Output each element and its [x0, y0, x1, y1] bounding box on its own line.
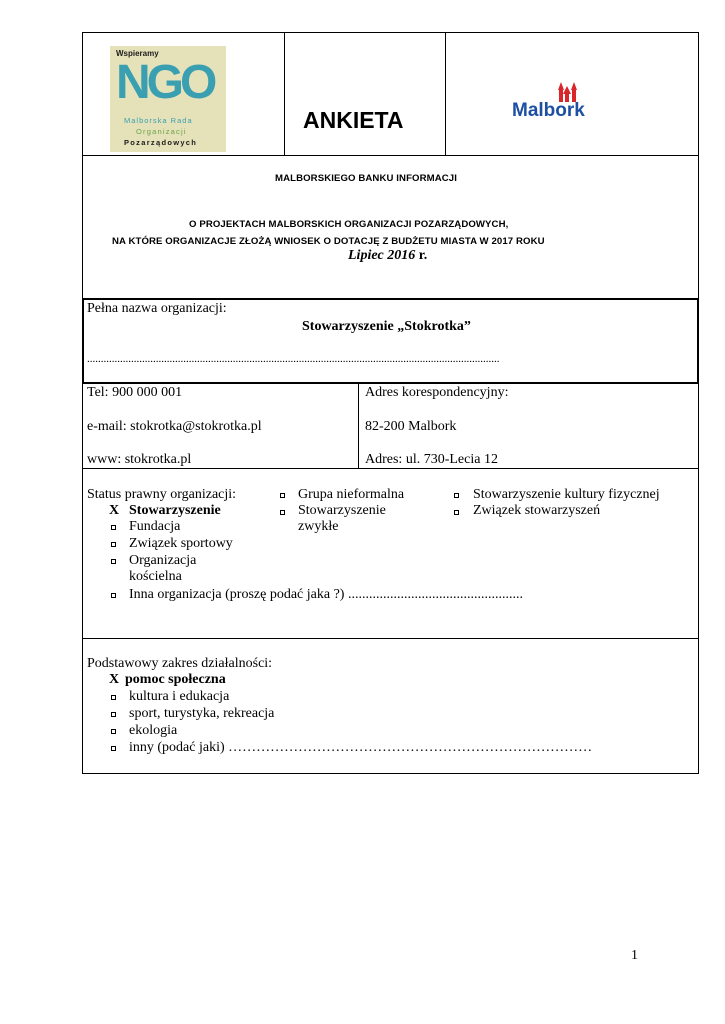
status-bottom-line	[82, 638, 699, 639]
scope-selected-label: pomoc społeczna	[125, 672, 226, 687]
scope-option-kultura: kultura i edukacja	[129, 689, 230, 704]
postcode-field[interactable]: 82-200 Malbork	[365, 419, 457, 434]
status-option-inna: Inna organizacja (proszę podać jaka ?) ..................................................	[129, 587, 523, 602]
status-label: Status prawny organizacji:	[87, 487, 237, 502]
org-name-label: Pełna nazwa organizacji:	[87, 301, 227, 316]
email-field[interactable]: e-mail: stokrotka@stokrotka.pl	[87, 419, 262, 434]
ngo-logo	[110, 46, 226, 152]
address-field[interactable]: Adres: ul. 730-Lecia 12	[365, 452, 498, 467]
status-option-organizacja: Organizacja	[129, 553, 197, 568]
checkbox-organizacja-koscielna[interactable]	[111, 559, 116, 564]
ngo-logo-line1: Malborska Rada	[124, 116, 193, 125]
header-bottom-line	[82, 155, 699, 156]
contact-divider	[358, 383, 359, 469]
intro-date	[348, 248, 427, 264]
checkbox-stowarzyszenie-zwykle[interactable]	[280, 510, 285, 515]
tel-field[interactable]: Tel: 900 000 001	[87, 385, 183, 400]
scope-selected-mark[interactable]: X	[109, 672, 120, 687]
intro-line-1: MALBORSKIEGO BANKU INFORMACJI	[275, 173, 457, 184]
checkbox-stowarzyszenie-kultury-fizycznej[interactable]	[454, 493, 459, 498]
ngo-logo-top-text: Wspieramy	[116, 49, 159, 58]
checkbox-sport[interactable]	[111, 712, 116, 717]
checkbox-grupa-nieformalna[interactable]	[280, 493, 285, 498]
checkbox-inny[interactable]	[111, 746, 116, 751]
ngo-logo-line3: Pozarządowych	[124, 138, 198, 147]
checkbox-zwiazek-sportowy[interactable]	[111, 542, 116, 547]
scope-option-sport: sport, turystyka, rekreacja	[129, 706, 275, 721]
intro-date-value: Lipiec 2016	[348, 248, 416, 263]
status-option-koscielna: kościelna	[129, 569, 182, 584]
header-divider-2	[445, 32, 446, 156]
checkbox-inna-organizacja[interactable]	[111, 593, 116, 598]
org-name-value[interactable]: Stowarzyszenie „Stokrotka”	[302, 319, 471, 334]
malbork-logo-text: Malbork	[512, 100, 585, 121]
org-right-line	[697, 298, 699, 384]
status-option-grupa-nieformalna: Grupa nieformalna	[298, 487, 405, 502]
org-bottom-line	[82, 382, 699, 384]
status-option-zwiazek-stowarzyszen: Związek stowarzyszeń	[473, 503, 601, 518]
org-top-line	[82, 298, 699, 300]
ngo-logo-letters: NGO	[116, 56, 214, 109]
status-option-fundacja: Fundacja	[129, 519, 181, 534]
status-option-zwykle: zwykłe	[298, 519, 339, 534]
org-name-dots: ......................................................................................................................................................	[87, 353, 500, 365]
status-option-stowarzyszenie: Stowarzyszenie	[298, 503, 386, 518]
org-left-line	[82, 298, 84, 384]
contact-bottom-line	[82, 468, 699, 469]
checkbox-zwiazek-stowarzyszen[interactable]	[454, 510, 459, 515]
intro-line-3: NA KTÓRE ORGANIZACJE ZŁOŻĄ WNIOSEK O DOTACJĘ Z BUDŻETU MIASTA W 2017 ROKU	[112, 236, 545, 247]
checkbox-ekologia[interactable]	[111, 729, 116, 734]
www-field[interactable]: www: stokrotka.pl	[87, 452, 192, 467]
checkbox-kultura-edukacja[interactable]	[111, 695, 116, 700]
intro-date-suffix: r.	[415, 248, 428, 263]
scope-label: Podstawowy zakres działalności:	[87, 656, 273, 671]
page-number: 1	[631, 948, 638, 963]
status-option-zwiazek-sportowy: Związek sportowy	[129, 536, 233, 551]
malbork-logo	[509, 80, 601, 130]
status-selected-label: Stowarzyszenie	[129, 503, 221, 518]
header-divider-1	[284, 32, 285, 156]
page-title: ANKIETA	[303, 107, 404, 133]
address-label: Adres korespondencyjny:	[365, 385, 509, 400]
ngo-logo-line2: Organizacji	[136, 127, 187, 136]
intro-line-2: O PROJEKTACH MALBORSKICH ORGANIZACJI POZARZĄDOWYCH,	[189, 219, 509, 230]
status-option-kultury-fizycznej: Stowarzyszenie kultury fizycznej	[473, 487, 660, 502]
scope-option-inny: inny (podać jaki) ……………………………………………………………………	[129, 740, 593, 755]
scope-option-ekologia: ekologia	[129, 723, 178, 738]
checkbox-fundacja[interactable]	[111, 525, 116, 530]
status-selected-mark[interactable]: X	[109, 503, 120, 518]
